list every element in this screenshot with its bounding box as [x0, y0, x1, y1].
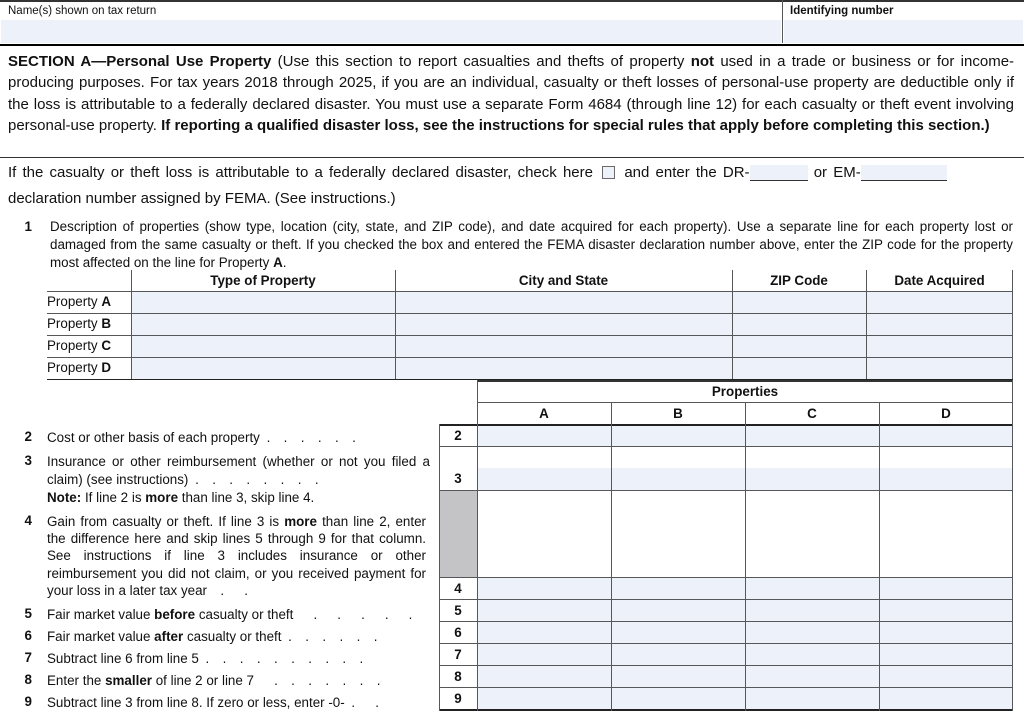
property-c-label: Property C — [47, 338, 111, 353]
grid-line — [879, 402, 880, 711]
grid-cell-7-B[interactable] — [611, 644, 745, 665]
properties-grid — [439, 380, 1013, 711]
grid-cell-6-B[interactable] — [611, 622, 745, 643]
grid-line — [477, 380, 478, 711]
grid-cell-6-D[interactable] — [879, 622, 1013, 643]
grid-cell-9-B[interactable] — [611, 688, 745, 709]
grid-cell-4-A[interactable] — [477, 578, 611, 599]
property-a-date-cell[interactable] — [866, 291, 1013, 313]
grid-line-6-number: 6 — [454, 625, 462, 640]
line-3-note: Note: If line 2 is more than line 3, skip line 4. — [47, 489, 315, 505]
header-bottom-border — [0, 44, 1024, 47]
em-number-input[interactable] — [861, 165, 947, 181]
grid-cell-8-D[interactable] — [879, 666, 1013, 687]
grid-cell-9-A[interactable] — [477, 688, 611, 709]
col-header-type: Type of Property — [210, 273, 316, 288]
grid-cell-7-A[interactable] — [477, 644, 611, 665]
identifying-number-input[interactable] — [784, 20, 1023, 43]
grid-cell-9-D[interactable] — [879, 688, 1013, 709]
grid-cell-3-B[interactable] — [611, 468, 745, 490]
grid-cell-2-D[interactable] — [879, 425, 1013, 446]
shaded-number-cell — [440, 491, 477, 577]
grid-line-9-number: 9 — [454, 691, 462, 706]
table-line — [866, 270, 867, 379]
grid-col-header-a: A — [539, 406, 549, 421]
grid-cell-2-C[interactable] — [745, 425, 879, 446]
grid-line — [477, 380, 1013, 382]
grid-line — [1012, 380, 1013, 711]
property-c-zip-cell[interactable] — [732, 335, 866, 357]
disaster-checkbox[interactable] — [602, 166, 615, 179]
grid-cell-5-B[interactable] — [611, 600, 745, 621]
property-c-type-cell[interactable] — [131, 335, 395, 357]
property-b-city-cell[interactable] — [395, 313, 732, 335]
name-input[interactable] — [1, 20, 781, 43]
identifying-number-label: Identifying number — [790, 5, 894, 17]
dr-number-input[interactable] — [750, 165, 808, 181]
table-line — [47, 335, 1013, 336]
grid-line — [439, 490, 1013, 491]
grid-col-header-c: C — [807, 406, 817, 421]
grid-cell-9-C[interactable] — [745, 688, 879, 709]
name-label: Name(s) shown on tax return — [8, 5, 157, 17]
header-divider — [782, 0, 783, 43]
property-d-city-cell[interactable] — [395, 357, 732, 379]
table-line — [47, 357, 1013, 358]
grid-cell-2-A[interactable] — [477, 425, 611, 446]
fema-disaster-line: If the casualty or theft loss is attributable to a federally declared disaster, check here and enter the DR- or EM- — [8, 162, 1018, 183]
grid-cell-8-C[interactable] — [745, 666, 879, 687]
line-7-text: Subtract line 6 from line 5 . . . . . . . . . . — [47, 651, 364, 666]
grid-col-header-b: B — [673, 406, 683, 421]
col-header-date: Date Acquired — [894, 273, 985, 288]
grid-line-8-number: 8 — [454, 669, 462, 684]
grid-line — [439, 687, 1013, 688]
table-line — [1012, 270, 1013, 379]
grid-line — [439, 424, 440, 711]
line-2-number: 2 — [24, 429, 32, 444]
section-a-title: SECTION A—Personal Use Property — [8, 53, 272, 70]
table-line — [395, 270, 396, 379]
grid-col-header-d: D — [941, 406, 951, 421]
line-3-number: 3 — [24, 453, 32, 468]
grid-line — [611, 402, 612, 711]
grid-line-4-number: 4 — [454, 581, 462, 596]
grid-line-2-number: 2 — [454, 428, 462, 443]
grid-cell-7-D[interactable] — [879, 644, 1013, 665]
property-c-city-cell[interactable] — [395, 335, 732, 357]
grid-line — [439, 643, 1013, 644]
grid-cell-8-A[interactable] — [477, 666, 611, 687]
property-b-type-cell[interactable] — [131, 313, 395, 335]
line-5-number: 5 — [24, 606, 32, 621]
grid-cell-5-A[interactable] — [477, 600, 611, 621]
property-a-label: Property A — [47, 294, 111, 309]
property-b-zip-cell[interactable] — [732, 313, 866, 335]
grid-cell-3-A[interactable] — [477, 468, 611, 490]
line-1-number: 1 — [24, 219, 32, 234]
grid-line-3-number: 3 — [454, 471, 462, 486]
line-7-number: 7 — [24, 650, 32, 665]
grid-cell-3-D[interactable] — [879, 468, 1013, 490]
table-line — [131, 270, 132, 379]
line-5-text: Fair market value before casualty or theft . . . . . — [47, 607, 413, 622]
fema-line-2: declaration number assigned by FEMA. (See instructions.) — [8, 190, 396, 207]
section-divider — [0, 157, 1024, 158]
properties-header: Properties — [711, 384, 779, 399]
line-9-text: Subtract line 3 from line 8. If zero or less, enter -0- . . — [47, 695, 379, 710]
col-header-zip: ZIP Code — [770, 273, 828, 288]
table-line — [47, 291, 1013, 292]
line-4-number: 4 — [24, 513, 32, 528]
property-d-type-cell[interactable] — [131, 357, 395, 379]
grid-line — [439, 599, 1013, 600]
property-a-city-cell[interactable] — [395, 291, 732, 313]
grid-cell-7-C[interactable] — [745, 644, 879, 665]
line-2-text: Cost or other basis of each property . . . . . . — [47, 430, 356, 445]
property-c-date-cell[interactable] — [866, 335, 1013, 357]
line-8-text: Enter the smaller of line 2 or line 7 . . . . . . . — [47, 673, 381, 688]
grid-cell-5-C[interactable] — [745, 600, 879, 621]
grid-line — [439, 665, 1013, 666]
col-header-city-state: City and State — [518, 273, 609, 288]
property-a-type-cell[interactable] — [131, 291, 395, 313]
grid-cell-6-C[interactable] — [745, 622, 879, 643]
grid-cell-5-D[interactable] — [879, 600, 1013, 621]
grid-cell-4-D[interactable] — [879, 578, 1013, 599]
line-8-number: 8 — [24, 672, 32, 687]
line-3-text: Insurance or other reimbursement (whether or not you filed a claim) (see instructions) . . . . . . . . Note: If line 2 is more than line 3, skip line 4. — [47, 454, 430, 505]
line-4-text: Gain from casualty or theft. If line 3 is more than line 2, enter the difference here and skip lines 5 through 9 for that column. See instructions if line 3 includes insurance or other reimbursement you did not claim, or you received payment for your loss in a later tax year . . — [47, 514, 426, 598]
grid-cell-4-C[interactable] — [745, 578, 879, 599]
line-6-text: Fair market value after casualty or theft . . . . . . — [47, 629, 378, 644]
table-line — [47, 313, 1013, 314]
line-9-number: 9 — [24, 694, 32, 709]
grid-line — [439, 446, 1013, 447]
grid-cell-4-B[interactable] — [611, 578, 745, 599]
property-d-label: Property D — [47, 360, 111, 375]
property-d-zip-cell[interactable] — [732, 357, 866, 379]
grid-line — [439, 621, 1013, 622]
grid-line-5-number: 5 — [454, 603, 462, 618]
grid-cell-6-A[interactable] — [477, 622, 611, 643]
property-description-table — [47, 270, 1013, 380]
grid-cell-2-B[interactable] — [611, 425, 745, 446]
line-1-text: Description of properties (show type, location (city, state, and ZIP code), and date acquired for each property). Use a separate line for each property lost or damaged from the same casualty or theft. If you checked the box and entered the FEMA disaster declaration number above, enter the ZIP code for the property most affected on the line for Property A. — [50, 219, 1013, 270]
property-b-label: Property B — [47, 316, 111, 331]
grid-bottom-border — [439, 709, 1013, 711]
grid-cell-3-C[interactable] — [745, 468, 879, 490]
grid-line-7-number: 7 — [454, 647, 462, 662]
grid-cell-8-B[interactable] — [611, 666, 745, 687]
line-6-number: 6 — [24, 628, 32, 643]
grid-line — [745, 402, 746, 711]
property-a-zip-cell[interactable] — [732, 291, 866, 313]
property-d-date-cell[interactable] — [866, 357, 1013, 379]
grid-line — [439, 424, 1013, 426]
grid-line — [439, 577, 1013, 578]
property-b-date-cell[interactable] — [866, 313, 1013, 335]
table-line — [732, 270, 733, 379]
section-a-intro: SECTION A—Personal Use Property (Use this section to report casualties and thefts of property not used in a trade or business or for income-producing purposes. For tax years 2018 through 2025, if you are an individual, casualty or theft losses of personal-use property are deductible only if the loss is attributable to a federally declared disaster. You must use a separate Form 4684 (through line 12) for each casualty or theft event involving personal-use property. If reporting a qualified disaster loss, see the instructions for special rules that apply before completing this section.) — [8, 53, 1015, 135]
top-border — [0, 0, 1024, 2]
